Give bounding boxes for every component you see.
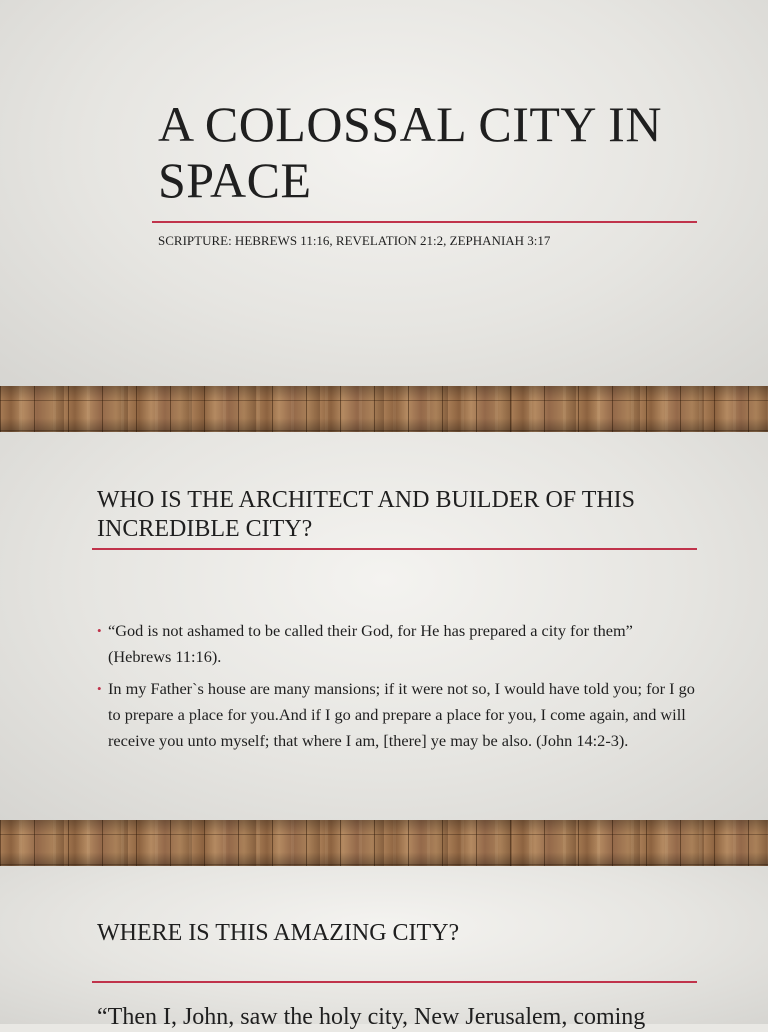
- slide-3-heading: WHERE IS THIS AMAZING CITY?: [97, 920, 460, 946]
- bullet-text: “God is not ashamed to be called their God, for He has prepared a city for them” (Hebrews 11:16).: [108, 621, 633, 666]
- list-item: [97, 618, 697, 670]
- wood-floor-divider: [0, 820, 768, 866]
- wood-floor-divider: [0, 386, 768, 432]
- heading-divider: [92, 548, 697, 550]
- slide-3-body: “Then I, John, saw the holy city, New Jerusalem, coming: [97, 1004, 646, 1030]
- bullet-list: [97, 618, 697, 760]
- heading-divider: [92, 981, 697, 983]
- title-divider: [152, 221, 697, 223]
- bullet-icon: •: [97, 623, 102, 638]
- slide-2-heading: WHO IS THE ARCHITECT AND BUILDER OF THIS INCREDIBLE CITY?: [97, 487, 636, 542]
- slide-1-subtitle: SCRIPTURE: HEBREWS 11:16, REVELATION 21:2, ZEPHANIAH 3:17: [158, 233, 551, 248]
- list-item: [97, 676, 697, 754]
- bullet-icon: •: [97, 681, 102, 696]
- slide-1-title: A COLOSSAL CITY IN SPACE: [158, 96, 662, 208]
- bullet-text: In my Father`s house are many mansions; if it were not so, I would have told you; for I go to prepare a place for you.And if I go and prepare a place for you, I come again, and will receive you unto myself; that where I am, [there] ye may be also. (John 14:2-3).: [108, 679, 695, 750]
